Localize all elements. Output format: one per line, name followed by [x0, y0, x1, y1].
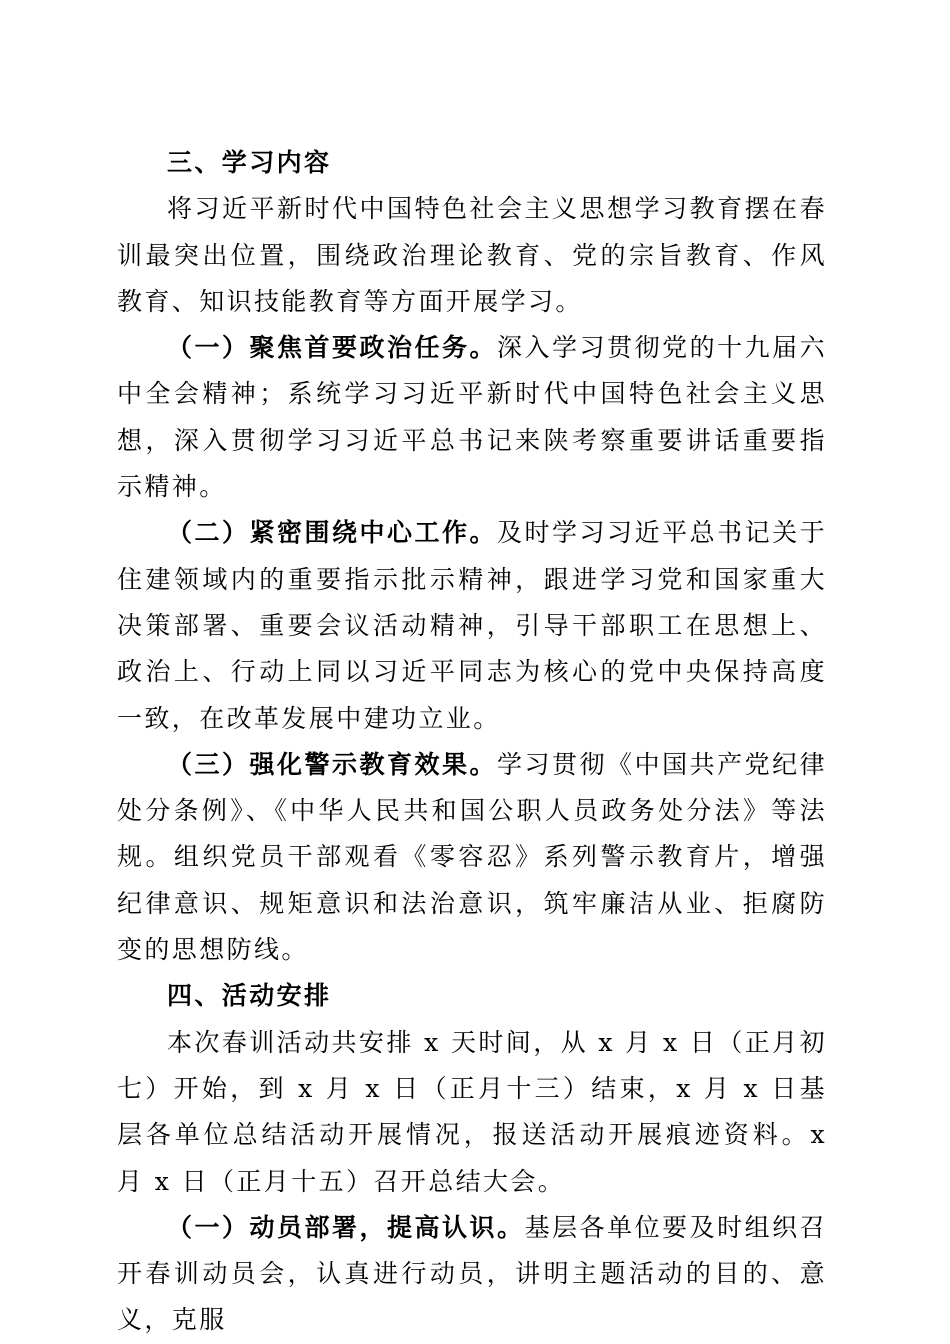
- section-3-item-2-body: 及时学习习近平总书记关于住建领域内的重要指示批示精神，跟进学习党和国家重大决策部署、重要会议活动精神，引导干部职工在思想上、政治上、行动上同以习近平同志为核心的党中央保持高度一致，在改革发展中建功立业。: [117, 518, 827, 733]
- section-4-heading: 四、活动安排: [167, 981, 332, 1011]
- document-body: [117, 140, 827, 1344]
- section-3-item-3: [117, 742, 827, 973]
- section-4-item-1-body: 基层各单位要及时组织召开春训动员会，认真进行动员，讲明主题活动的目的、意义，克服: [117, 1212, 828, 1335]
- section-3-item-3-body: 学习贯彻《中国共产党纪律处分条例》、《中华人民共和国公职人员政务处分法》等法规。组织党员干部观看《零容忍》系列警示教育片，增强纪律意识、规矩意识和法治意识，筑牢廉洁从业、拒腐防变的思想防线。: [117, 749, 827, 965]
- section-3-item-1-lead: （一）聚焦首要政治任务。: [167, 333, 498, 363]
- section-3-intro: 将习近平新时代中国特色社会主义思想学习教育摆在春训最突出位置，围绕政治理论教育、党的宗旨教育、作风教育、知识技能教育等方面开展学习。: [117, 194, 827, 316]
- section-3-item-1-body: 深入学习贯彻党的十九届六中全会精神；系统学习习近平新时代中国特色社会主义思想，深入贯彻学习习近平总书记来陕考察重要讲话重要指示精神。: [117, 333, 827, 502]
- section-3-item-3-lead: （三）强化警示教育效果。: [167, 749, 498, 779]
- section-4-item-1-lead: （一）动员部署，提高认识。: [167, 1212, 525, 1242]
- section-3-item-2-lead: （二）紧密围绕中心工作。: [167, 518, 498, 548]
- section-4-intro: 本次春训活动共安排 x 天时间，从 x 月 x 日（正月初七）开始，到 x 月 x 日（正月十三）结束，x 月 x 日基层各单位总结活动开展情况，报送活动开展痕迹资料。x 月 x 日（正月十五）召开总结大会。: [117, 1027, 827, 1196]
- section-3-item-1: [117, 325, 827, 510]
- section-4-item-1: [117, 1205, 827, 1344]
- section-3-heading: 三、学习内容: [167, 148, 332, 177]
- section-3-item-2: [117, 510, 827, 741]
